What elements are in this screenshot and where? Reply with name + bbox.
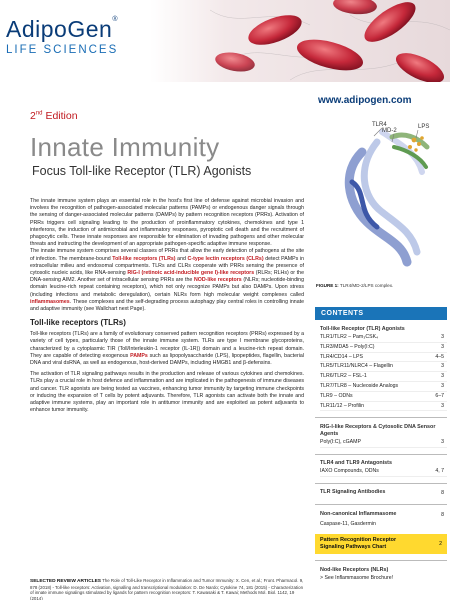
clr-highlight: C-type lectin receptors (CLRs) bbox=[187, 255, 264, 262]
contents-section-rig-i: RIG-I-like Receptors & Cytosolic DNA Sensor Agents Poly(I:C), cGAMP 3 bbox=[315, 424, 447, 448]
contents-row[interactable]: TLR1/TLR2 – Pam₃CSK₄ 3 bbox=[320, 333, 447, 343]
section-heading-tlrs: Toll-like receptors (TLRs) bbox=[30, 318, 126, 328]
bacteria-banner-image bbox=[150, 0, 450, 82]
tlr4-md2-lps-structure-image bbox=[322, 112, 444, 277]
divider bbox=[315, 417, 447, 418]
contents-row[interactable]: TLR6/TLR2 – FSL-1 3 bbox=[320, 372, 447, 382]
page-title: Innate Immunity bbox=[30, 132, 220, 162]
selected-review-articles: SELECTED REVIEW ARTICLES The Role of Toll-Like Receptor in Inflammation and Tumor Immunity: X. Cen, et al.; Front. Pharmacol. 9, 878 (2018) - Toll-like receptors: Activation, signalling and transcriptional modulation: D. De Nardo; Cytokine 74, 181 (2015) - Characterization of innate immune signalings stimulated by ligands for pattern recognition receptors: T. Kawasaki & T. Kawai; Methods Mol. Biol. 1142, 19 (2014) bbox=[30, 578, 304, 600]
contents-row[interactable]: TLR7/TLR8 – Nucleoside Analogs 3 bbox=[320, 382, 447, 392]
figure-caption: FIGURE 1: TLR4/MD-2/LPS complex. bbox=[316, 283, 394, 288]
divider bbox=[315, 560, 447, 561]
contents-row[interactable]: Caspase-11, Gasdermin bbox=[320, 520, 376, 527]
contents-row[interactable]: TLR9 – ODNs 6–7 bbox=[320, 392, 447, 402]
contents-sidebar bbox=[315, 307, 447, 582]
contents-section-signaling-antibodies[interactable]: TLR Signaling Antibodies 8 bbox=[320, 489, 444, 497]
see-inflammasome-brochure-link[interactable]: > See Inflammasome Brochure! bbox=[320, 574, 394, 581]
page-header bbox=[0, 0, 450, 82]
divider bbox=[315, 504, 447, 505]
website-link[interactable]: www.adipogen.com bbox=[318, 95, 412, 106]
logo-name: AdipoGen bbox=[6, 16, 113, 42]
contents-row[interactable]: TLR11/12 – Profilin 3 bbox=[320, 402, 447, 412]
contents-section-antagonists: TLR4 and TLR9 Antagonists IAXO Compounds, ODNs 4, 7 bbox=[315, 460, 447, 477]
figure-label-md2: MD-2 bbox=[382, 128, 397, 134]
figure-label-tlr4: TLR4 bbox=[372, 122, 387, 128]
contents-row[interactable]: IAXO Compounds, ODNs 4, 7 bbox=[320, 467, 447, 477]
activation-paragraph: The activation of TLR signaling pathways results in the production and release of various cytokines and chemokines. TLRs play a crucial role in host defence and inflammation and are implicated in the pathogenesis of immune diseases and cancer. TLR agonists are being tested as vaccines, enhancing tumor immunity by targeting immune checkpoints or inducing the expansion of T cells by potent adjuvants. Therefore, TLR agonists can activate both the innate and adaptive immune systems, play an important role in antitumor immunity and are exploited as potent adjuvants to enhance tumor immunity. bbox=[30, 371, 304, 414]
adipogen-logo[interactable] bbox=[6, 16, 118, 56]
contents-row[interactable]: Poly(I:C), cGAMP 3 bbox=[320, 438, 447, 448]
tlr-paragraph: Toll-like receptors (TLRs) are a family of evolutionary conserved pattern recognition receptors (PRRs) expressed by a variety of cell types, particularly those of the innate immune system. TLRs are type I membrane glycoproteins, characterized by a cytoplasmic TIR (Toll/Interleukin-1 receptor (IL-1R)) domain and a leucine-rich repeat domain. They are capable of detecting exogenous PAMPs such as lipopolysaccharide (LPS), lipopeptides, flagellin, bacterial DNA and viral dsRNA, as well as endogenous, host-derived DAMPs, including HMGB1 and β-defensins. bbox=[30, 331, 304, 367]
divider bbox=[315, 454, 447, 455]
registered-mark: ® bbox=[112, 16, 118, 23]
contents-highlight-pathways-chart[interactable]: Pattern Recognition Receptor Signaling Pathways Chart 2 bbox=[315, 534, 447, 554]
tlr-highlight: Toll-like receptors (TLRs) bbox=[112, 255, 176, 262]
contents-section-tlr-agonists: Toll-like Receptor (TLR) Agonists TLR1/TLR2 – Pam₃CSK₄ 3 TLR3/MDA5 – Poly(I:C) 3 TLR4/CD14 – LPS 4–5 TLR5/TLR11/NLRC4 – Flagellin 3 TLR6/TLR2 – FSL-1 3 TLR7/TLR8 – Nucleoside Analogs 3 TLR9 – ODNs 6–7 TLR11/12 – Profilin 3 bbox=[315, 326, 447, 411]
prr-paragraph: The innate immune system comprises several classes of PRRs that allow the early detection of pathogens at the site of infection. The membrane-bound Toll-like receptors (TLRs) and C-type lectin receptors (CLRs) detect PAMPs in extracellular milieu and endosomal compartments. TLRs and CLRs cooperate with PRRs sensing the presence of cytosolic nucleic acids, like RNA-sensing RIG-I (retinoic acid-inducible gene I)-like receptors (RLRs; RLHs) or the DNA-sensing AIM2. Another set of intracellular sensing PRRs are the NOD-like receptors (NLRs; nucleotide-binding domain leucine-rich repeat containing receptors), which not only recognize PAMPs but also DAMPs. Upon stress (including infections and metabolic deregulation), certain NLRs form high molecular weight complexes called inflammasomes. These complexes and the self-degrading process autophagy play central roles in controlling innate and adaptive immunity (see Wallchart next Page). bbox=[30, 248, 305, 313]
contents-row[interactable]: TLR5/TLR11/NLRC4 – Flagellin 3 bbox=[320, 362, 447, 372]
contents-section-inflammasome: Non-canonical Inflammasome 8 Caspase-11, Gasdermin bbox=[315, 511, 447, 529]
contents-section-nlrs[interactable]: Nod-like Receptors (NLRs) > See Inflammasome Brochure! bbox=[315, 567, 447, 582]
pamps-highlight: PAMPs bbox=[130, 352, 148, 359]
intro-paragraph: The innate immune system plays an essential role in the host's first line of defense against microbial invasion and involves the recognition of pathogen-associated molecular patterns (PAMPs) or endogenous danger signals through the sensing of danger-associated molecular patterns (DAMPs) by pattern recognition receptors (PRRs). Activation of PRRs triggers cell signaling leading to the production of proinflammatory cytokines, chemokines and type 1 interferons, the induction of antimicrobial and inflammatory responses, pyroptotic cell death and the recruitment of phagocytic cells. These innate responses are responsible for elimination of invading pathogens and other molecular threats and instructing the development of an appropriate pathogen-specific adaptive immune response. bbox=[30, 198, 304, 248]
logo-tagline: LIFE SCIENCES bbox=[6, 44, 119, 56]
divider bbox=[315, 483, 447, 484]
body-text bbox=[30, 198, 304, 414]
edition-label: 2nd Edition bbox=[30, 110, 78, 122]
figure-label-lps: LPS bbox=[418, 124, 430, 130]
inflammasome-highlight: inflammasomes bbox=[30, 298, 70, 305]
page-subtitle: Focus Toll-like Receptor (TLR) Agonists bbox=[32, 164, 252, 178]
contents-row[interactable]: TLR4/CD14 – LPS 4–5 bbox=[320, 353, 447, 363]
rig-highlight: RIG-I (retinoic acid-inducible gene I)-like receptors bbox=[127, 270, 255, 277]
nod-highlight: NOD-like receptors bbox=[193, 277, 242, 284]
contents-row[interactable]: TLR3/MDA5 – Poly(I:C) 3 bbox=[320, 343, 447, 353]
contents-heading: CONTENTS bbox=[315, 307, 447, 320]
